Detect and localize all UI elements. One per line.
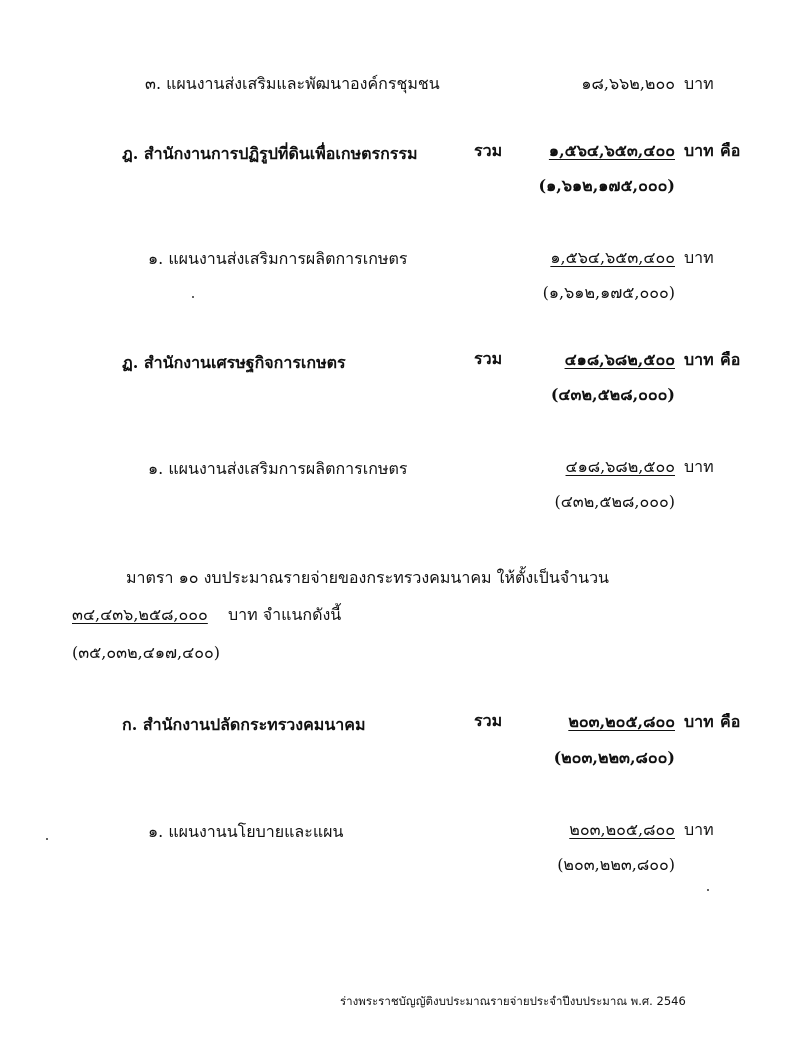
plan-item-label: ๑. แผนงานนโยบายและแผน [148, 822, 344, 841]
total-label: รวม [474, 349, 503, 368]
unit-label: บาท [684, 350, 714, 369]
unit-label: บาท [684, 141, 714, 160]
agency-amount: ๒๐๓,๒๐๕,๘๐๐ [568, 712, 675, 731]
plan-item-label: ๓. แผนงานส่งเสริมและพัฒนาองค์กรชุมชน [145, 74, 440, 93]
agency-amount: ๑,๕๖๔,๖๕๓,๔๐๐ [548, 141, 675, 160]
suffix-label: คือ [720, 712, 741, 731]
previous-amount: (๑,๖๑๒,๑๗๕,๐๐๐) [542, 283, 675, 302]
section-10-amount: ๓๔,๔๓๖,๒๕๘,๐๐๐ [72, 605, 208, 624]
unit-label: บาท [684, 820, 714, 839]
plan-amount: ๒๐๓,๒๐๕,๘๐๐ [569, 820, 675, 839]
agency-heading: ฎ. สำนักงานการปฏิรูปที่ดินเพื่อเกษตรกรรม [122, 144, 418, 163]
suffix-label: คือ [720, 141, 741, 160]
page-footer: ร่างพระราชบัญญัติงบประมาณรายจ่ายประจำปีงบประมาณ พ.ศ. 2546 [340, 994, 686, 1008]
agency-heading: ฏ. สำนักงานเศรษฐกิจการเกษตร [122, 353, 346, 372]
section-10-previous-amount: (๓๕,๐๓๒,๔๑๗,๔๐๐) [72, 643, 220, 662]
plan-item-label: ๑. แผนงานส่งเสริมการผลิตการเกษตร [148, 249, 408, 268]
plan-amount: ๑,๕๖๔,๖๕๓,๔๐๐ [550, 248, 675, 267]
scan-speck [707, 889, 709, 891]
unit-label: บาท [684, 457, 714, 476]
agency-heading: ก. สำนักงานปลัดกระทรวงคมนาคม [122, 715, 366, 734]
suffix-label: คือ [720, 350, 741, 369]
scan-speck [46, 838, 48, 840]
previous-amount: (๒๐๓,๒๒๓,๘๐๐) [557, 855, 675, 874]
plan-amount: ๑๘,๖๖๒,๒๐๐ [581, 74, 675, 93]
previous-amount: (๔๓๒,๕๒๘,๐๐๐) [554, 492, 675, 511]
previous-amount: (๒๐๓,๒๒๓,๘๐๐) [553, 748, 675, 767]
unit-label: บาท [684, 712, 714, 731]
unit-label: บาท [684, 74, 714, 93]
plan-item-label: ๑. แผนงานส่งเสริมการผลิตการเกษตร [148, 459, 408, 478]
previous-amount: (๔๓๒,๕๒๘,๐๐๐) [550, 385, 675, 404]
total-label: รวม [474, 141, 503, 160]
section-10-text-rest: บาท จำแนกดังนี้ [228, 605, 342, 624]
previous-amount: (๑,๖๑๒,๑๗๕,๐๐๐) [538, 176, 675, 195]
scan-speck [192, 296, 194, 298]
unit-label: บาท [684, 248, 714, 267]
total-label: รวม [474, 711, 503, 730]
agency-amount: ๔๑๘,๖๘๒,๕๐๐ [564, 350, 675, 369]
section-10-text: มาตรา ๑๐ งบประมาณรายจ่ายของกระทรวงคมนาคม ให้ตั้งเป็นจำนวน [126, 568, 609, 587]
plan-amount: ๔๑๘,๖๘๒,๕๐๐ [565, 457, 675, 476]
